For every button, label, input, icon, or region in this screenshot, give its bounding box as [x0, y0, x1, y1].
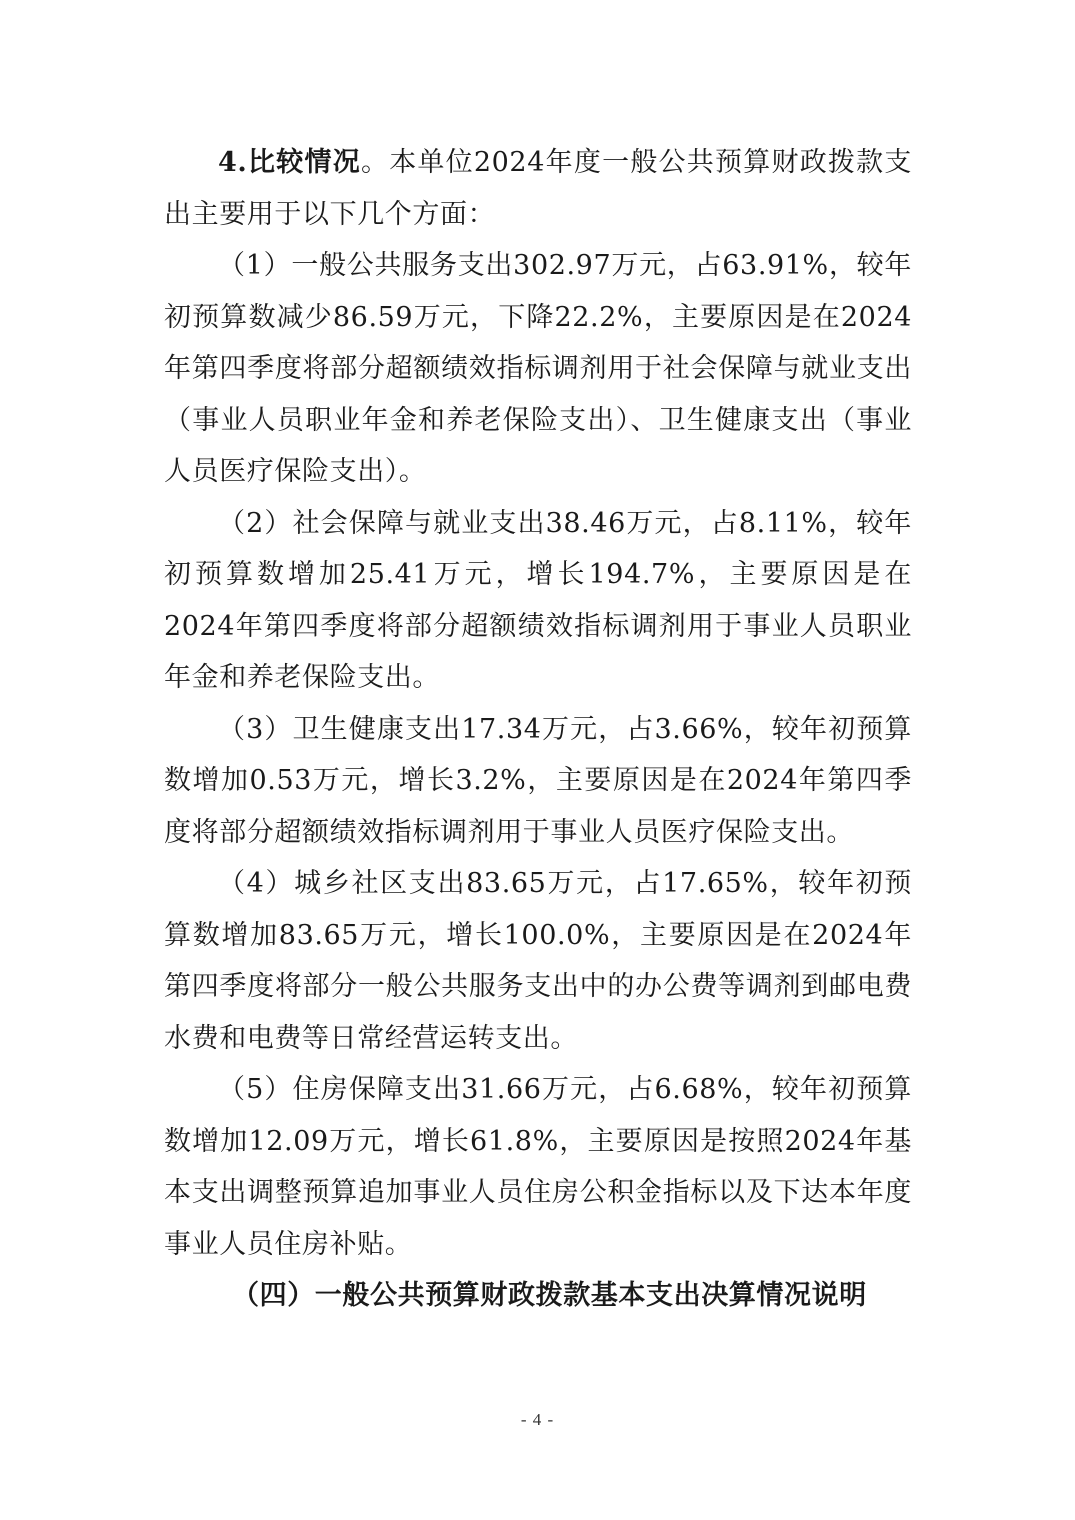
item-paragraph-3: （3）卫生健康支出17.34万元，占3.66%，较年初预算数增加0.53万元，增长3.2%，主要原因是在2024年第四季度将部分超额绩效指标调剂用于事业人员医疗保险支出。 — [164, 713, 912, 848]
section-heading: （四）一般公共预算财政拨款基本支出决算情况说明 — [232, 1280, 867, 1311]
item-paragraph-1: （1）一般公共服务支出302.97万元，占63.91%，较年初预算数减少86.59万元，下降22.2%，主要原因是在2024年第四季度将部分超额绩效指标调剂用于社会保障与就业支出（事业人员职业年金和养老保险支出）、卫生健康支出（事业人员医疗保险支出）。 — [164, 250, 912, 487]
intro-separator: 。 — [360, 147, 390, 178]
intro-text: 本单位2024年度一般公共预算财政拨款支出主要用于以下几个方面： — [164, 147, 912, 230]
intro-paragraph — [164, 137, 912, 240]
item-paragraph-5: （5）住房保障支出31.66万元，占6.68%，较年初预算数增加12.09万元，增长61.8%，主要原因是按照2024年基本支出调整预算追加事业人员住房公积金指标以及下达本年度事业人员住房补贴。 — [164, 1074, 912, 1260]
intro-lead: 4.比较情况 — [218, 147, 361, 178]
item-paragraph-4: （4）城乡社区支出83.65万元，占17.65%，较年初预算数增加83.65万元，增长100.0%，主要原因是在2024年第四季度将部分一般公共服务支出中的办公费等调剂到邮电费水费和电费等日常经营运转支出。 — [164, 868, 912, 1054]
item-paragraph-2: （2）社会保障与就业支出38.46万元，占8.11%，较年初预算数增加25.41万元，增长194.7%，主要原因是在2024年第四季度将部分超额绩效指标调剂用于事业人员职业年金和养老保险支出。 — [164, 507, 912, 693]
document-body — [164, 137, 912, 1322]
page-number: - 4 - — [520, 1410, 555, 1429]
